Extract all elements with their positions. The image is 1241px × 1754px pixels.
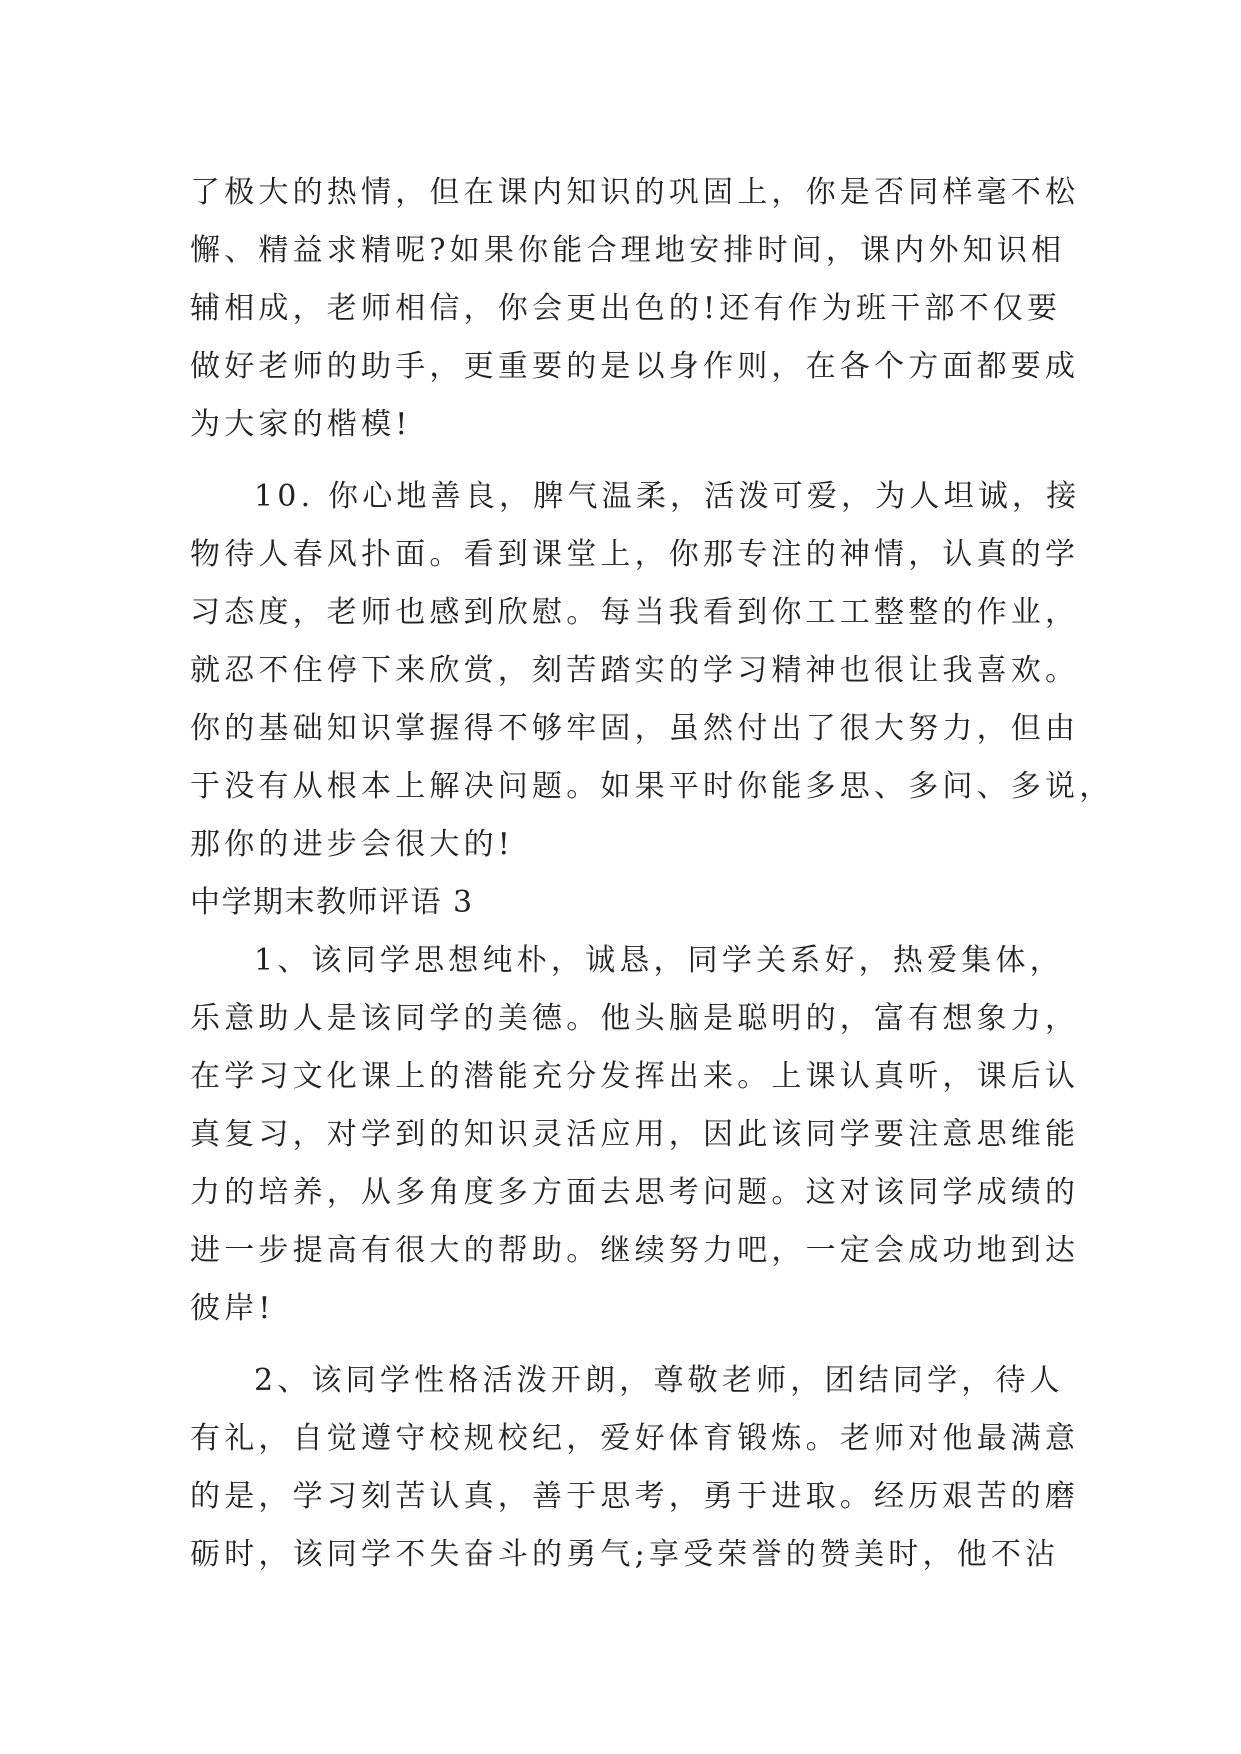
text-line: 彼岸! (190, 1291, 275, 1326)
text-line: 10. 你心地善良，脾气温柔，活泼可爱，为人坦诚，接 (254, 479, 1081, 514)
text-line: 于没有从根本上解决问题。如果平时你能多思、多问、多说， (190, 769, 1114, 804)
text-line: 你的基础知识掌握得不够牢固，虽然付出了很大努力，但由 (190, 711, 1080, 746)
text-line: 懈、精益求精呢?如果你能合理地安排时间，课内外知识相 (190, 233, 1066, 268)
text-line: 的是，学习刻苦认真，善于思考，勇于进取。经历艰苦的磨 (190, 1479, 1080, 1514)
text-line: 了极大的热情，但在课内知识的巩固上，你是否同样毫不松 (190, 175, 1080, 210)
text-line: 那你的进步会很大的! (190, 827, 515, 862)
text-line: 乐意助人是该同学的美德。他头脑是聪明的，富有想象力， (190, 1001, 1080, 1036)
text-line: 就忍不住停下来欣赏，刻苦踏实的学习精神也很让我喜欢。 (190, 653, 1080, 688)
text-line: 有礼，自觉遵守校规校纪，爱好体育锻炼。老师对他最满意 (190, 1421, 1080, 1456)
text-line: 物待人春风扑面。看到课堂上，你那专注的神情，认真的学 (190, 537, 1080, 572)
paragraph-1 (190, 932, 1080, 1338)
text-line: 做好老师的助手，更重要的是以身作则，在各个方面都要成 (190, 349, 1080, 384)
text-line: 习态度，老师也感到欣慰。每当我看到你工工整整的作业， (190, 595, 1080, 630)
text-line: 1、该同学思想纯朴，诚恳，同学关系好，热爱集体， (254, 943, 1064, 978)
text-line: 砺时，该同学不失奋斗的勇气;享受荣誉的赞美时，他不沾 (190, 1537, 1060, 1572)
text-line: 真复习，对学到的知识灵活应用，因此该同学要注意思维能 (190, 1117, 1080, 1152)
section-heading: 中学期末教师评语 3 (190, 885, 474, 920)
paragraph-continued (190, 164, 1080, 454)
text-line: 为大家的楷模! (190, 407, 412, 442)
text-line: 力的培养，从多角度多方面去思考问题。这对该同学成绩的 (190, 1175, 1080, 1210)
text-line: 进一步提高有很大的帮助。继续努力吧，一定会成功地到达 (190, 1233, 1080, 1268)
text-line: 2、该同学性格活泼开朗，尊敬老师，团结同学，待人 (254, 1363, 1064, 1398)
text-line: 在学习文化课上的潜能充分发挥出来。上课认真听，课后认 (190, 1059, 1080, 1094)
paragraph-10 (190, 468, 1114, 874)
document-body (190, 164, 1114, 1584)
text-line: 辅相成，老师相信，你会更出色的!还有作为班干部不仅要 (190, 291, 1062, 326)
paragraph-2 (190, 1352, 1080, 1584)
